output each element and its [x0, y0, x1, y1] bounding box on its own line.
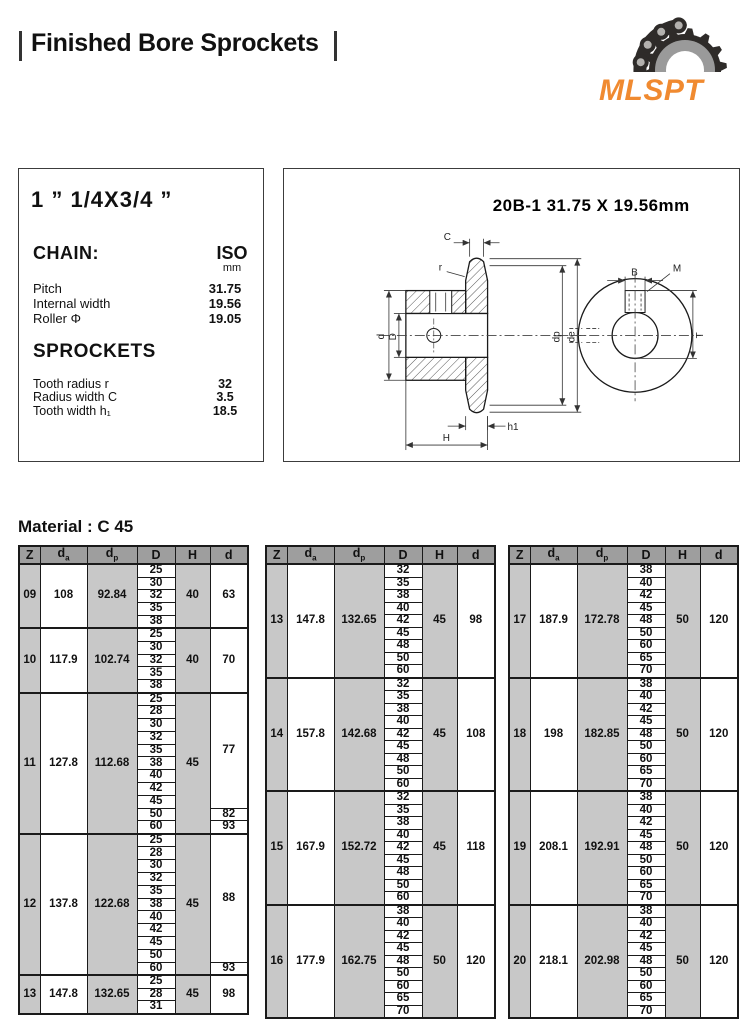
- table-cell: 38: [384, 590, 422, 603]
- column-header: H: [422, 546, 457, 564]
- table-cell: 70: [384, 1005, 422, 1018]
- table-cell: 40: [627, 918, 665, 931]
- table-cell: 45: [137, 937, 175, 950]
- table-cell: 147.8: [40, 975, 87, 1014]
- table-row: [266, 678, 495, 691]
- spec-label: Roller Φ: [33, 311, 81, 326]
- table-cell: 38: [627, 791, 665, 804]
- table-cell: 19: [509, 791, 530, 905]
- table-cell: 42: [384, 842, 422, 855]
- dim-de-label: de: [566, 331, 578, 343]
- table-row: [19, 975, 248, 988]
- table-cell: 132.65: [334, 564, 384, 678]
- dim-H-label: H: [442, 433, 450, 445]
- table-cell: 32: [384, 564, 422, 577]
- chain-heading: CHAIN:: [33, 243, 99, 263]
- table-cell: 77: [210, 693, 248, 808]
- unit-sub-label: mm: [222, 262, 242, 274]
- header-row: [266, 546, 495, 564]
- table-mount-3: [508, 545, 739, 1019]
- table-cell: 31: [137, 1001, 175, 1014]
- table-cell: 42: [384, 615, 422, 628]
- table-cell: 48: [627, 615, 665, 628]
- table-cell: 42: [384, 930, 422, 943]
- spec-value: 3.5: [216, 390, 234, 405]
- table-cell: 38: [137, 680, 175, 693]
- table-row: [266, 905, 495, 918]
- sprockets-heading: SPROCKETS: [33, 341, 156, 362]
- table-cell: 40: [384, 918, 422, 931]
- column-header: d: [700, 546, 738, 564]
- header-row: [509, 546, 738, 564]
- table-cell: 28: [137, 988, 175, 1001]
- table-cell: 32: [137, 590, 175, 603]
- table-row: [266, 564, 495, 577]
- table-cell: 42: [384, 728, 422, 741]
- spec-value: 31.75: [208, 281, 242, 296]
- table-cell: 108: [40, 564, 87, 628]
- spec-panel: [18, 168, 264, 462]
- table-cell: 45: [627, 943, 665, 956]
- table-cell: 157.8: [287, 678, 334, 792]
- table-cell: 60: [627, 753, 665, 766]
- table-cell: 120: [700, 905, 738, 1019]
- table-cell: 60: [137, 962, 175, 975]
- table-cell: 25: [137, 693, 175, 706]
- table-cell: 25: [137, 628, 175, 641]
- table-cell: 15: [266, 791, 287, 905]
- table-cell: 182.85: [577, 678, 627, 792]
- dim-d-label: d: [375, 333, 387, 340]
- table-cell: 45: [422, 791, 457, 905]
- table-cell: 192.91: [577, 791, 627, 905]
- column-header: $d_a$: [287, 546, 334, 564]
- table-cell: 45: [175, 975, 210, 1014]
- table-cell: 50: [665, 678, 700, 792]
- sprocket-table-z17-20: [508, 545, 739, 1019]
- drawing-panel: [283, 168, 740, 462]
- table-cell: 38: [137, 615, 175, 628]
- table-cell: 17: [509, 564, 530, 678]
- table-row: [19, 693, 248, 706]
- table-cell: 38: [384, 905, 422, 918]
- spec-row: [33, 391, 253, 405]
- table-row: [509, 905, 738, 918]
- table-cell: 35: [137, 667, 175, 680]
- table-cell: 45: [175, 693, 210, 834]
- column-header: D: [384, 546, 422, 564]
- dim-h1-label: h1: [507, 422, 519, 434]
- spec-value: 19.05: [208, 311, 242, 326]
- table-cell: 202.98: [577, 905, 627, 1019]
- table-cell: 88: [210, 834, 248, 962]
- spec-row: [33, 296, 253, 311]
- table-cell: 48: [384, 753, 422, 766]
- table-cell: 42: [137, 924, 175, 937]
- table-cell: 35: [384, 691, 422, 704]
- table-cell: 70: [210, 628, 248, 692]
- table-cell: 20: [509, 905, 530, 1019]
- column-header: Z: [266, 546, 287, 564]
- table-cell: 35: [384, 804, 422, 817]
- table-cell: 25: [137, 975, 175, 988]
- table-cell: 38: [137, 757, 175, 770]
- table-cell: 50: [422, 905, 457, 1019]
- sprocket-technical-drawing: [284, 169, 738, 460]
- table-cell: 60: [137, 821, 175, 834]
- table-cell: 120: [700, 564, 738, 678]
- table-cell: 48: [627, 842, 665, 855]
- table-cell: 147.8: [287, 564, 334, 678]
- table-cell: 60: [384, 778, 422, 791]
- table-cell: 40: [627, 577, 665, 590]
- table-cell: 120: [700, 678, 738, 792]
- dim-T-label: T: [694, 332, 706, 339]
- table-cell: 38: [627, 678, 665, 691]
- column-header: D: [137, 546, 175, 564]
- table-cell: 13: [266, 564, 287, 678]
- spec-label: Pitch: [33, 281, 62, 296]
- table-cell: 30: [137, 719, 175, 732]
- table-row: [509, 564, 738, 577]
- table-cell: 38: [384, 817, 422, 830]
- dim-r-label: r: [438, 262, 443, 274]
- table-cell: 60: [384, 980, 422, 993]
- table-row: [509, 791, 738, 804]
- table-cell: 42: [627, 817, 665, 830]
- table-cell: 35: [137, 885, 175, 898]
- table-cell: 45: [627, 716, 665, 729]
- table-cell: 35: [137, 603, 175, 616]
- table-cell: 32: [384, 791, 422, 804]
- size-title: 1 ” 1/4X3/4 ”: [31, 187, 173, 212]
- table-cell: 50: [627, 854, 665, 867]
- table-cell: 92.84: [87, 564, 137, 628]
- table-cell: 218.1: [530, 905, 577, 1019]
- table-cell: 42: [137, 783, 175, 796]
- drawing-title: 20B-1 31.75 X 19.56mm: [492, 195, 690, 215]
- unit-block: [203, 243, 261, 274]
- table-cell: 122.68: [87, 834, 137, 975]
- unit-label: ISO: [216, 243, 248, 263]
- dim-dp-label: dp: [551, 331, 563, 343]
- table-cell: 35: [384, 577, 422, 590]
- table-cell: 48: [627, 955, 665, 968]
- spec-row: [33, 377, 253, 391]
- table-cell: 09: [19, 564, 40, 628]
- table-cell: 25: [137, 564, 175, 577]
- table-cell: 208.1: [530, 791, 577, 905]
- dim-C-label: C: [443, 231, 451, 243]
- table-cell: 32: [137, 873, 175, 886]
- table-cell: 50: [665, 791, 700, 905]
- table-cell: 30: [137, 860, 175, 873]
- table-cell: 48: [384, 955, 422, 968]
- company-logo: [593, 14, 741, 106]
- table-cell: 25: [137, 834, 175, 847]
- table-mount-1: [18, 545, 249, 1015]
- table-cell: 42: [627, 590, 665, 603]
- spec-label: Tooth radius r: [33, 376, 109, 391]
- table-cell: 40: [384, 829, 422, 842]
- table-cell: 70: [627, 665, 665, 678]
- column-header: $d_a$: [530, 546, 577, 564]
- column-header: $d_a$: [40, 546, 87, 564]
- column-header: H: [665, 546, 700, 564]
- spec-row: [33, 311, 253, 326]
- table-cell: 120: [700, 791, 738, 905]
- table-row: [19, 628, 248, 641]
- column-header: $d_p$: [87, 546, 137, 564]
- table-cell: 50: [627, 741, 665, 754]
- table-mount-2: [265, 545, 496, 1019]
- table-cell: 167.9: [287, 791, 334, 905]
- spec-label: Tooth width h₁: [33, 403, 111, 418]
- table-cell: 65: [627, 766, 665, 779]
- table-cell: 98: [210, 975, 248, 1014]
- table-cell: 38: [137, 898, 175, 911]
- table-cell: 45: [384, 854, 422, 867]
- table-cell: 11: [19, 693, 40, 834]
- table-cell: 117.9: [40, 628, 87, 692]
- logo-text: MLSPT: [599, 74, 704, 106]
- column-header: H: [175, 546, 210, 564]
- table-cell: 142.68: [334, 678, 384, 792]
- table-cell: 32: [137, 731, 175, 744]
- table-cell: 42: [627, 930, 665, 943]
- table-cell: 60: [627, 867, 665, 880]
- column-header: d: [457, 546, 495, 564]
- table-cell: 40: [175, 628, 210, 692]
- table-cell: 48: [384, 867, 422, 880]
- sprocket-table-z13-16: [265, 545, 496, 1019]
- table-cell: 50: [384, 766, 422, 779]
- table-cell: 152.72: [334, 791, 384, 905]
- table-cell: 60: [627, 640, 665, 653]
- table-cell: 70: [627, 892, 665, 905]
- title-left-bar: [19, 31, 22, 61]
- table-cell: 108: [457, 678, 495, 792]
- table-cell: 102.74: [87, 628, 137, 692]
- table-cell: 40: [384, 716, 422, 729]
- chain-specs: [33, 281, 253, 326]
- column-header: D: [627, 546, 665, 564]
- table-row: [509, 678, 738, 691]
- page-title: Finished Bore Sprockets: [31, 29, 319, 57]
- table-cell: 65: [384, 993, 422, 1006]
- chain-heading-row: [33, 243, 251, 274]
- table-cell: 40: [175, 564, 210, 628]
- table-cell: 35: [137, 744, 175, 757]
- column-header: $d_p$: [334, 546, 384, 564]
- table-cell: 40: [137, 911, 175, 924]
- table-cell: 93: [210, 962, 248, 975]
- header-row: [19, 546, 248, 564]
- table-cell: 60: [384, 665, 422, 678]
- spec-label: Radius width C: [33, 390, 118, 405]
- table-cell: 82: [210, 808, 248, 821]
- table-cell: 50: [627, 627, 665, 640]
- table-cell: 112.68: [87, 693, 137, 834]
- table-cell: 50: [137, 808, 175, 821]
- table-cell: 48: [384, 640, 422, 653]
- dim-D-label: D: [387, 333, 399, 341]
- spec-value: 18.5: [212, 403, 238, 418]
- table-cell: 93: [210, 821, 248, 834]
- table-row: [19, 834, 248, 847]
- spec-label: Internal width: [33, 296, 111, 311]
- table-cell: 50: [137, 949, 175, 962]
- table-cell: 32: [384, 678, 422, 691]
- table-cell: 177.9: [287, 905, 334, 1019]
- table-cell: 70: [627, 1005, 665, 1018]
- table-cell: 38: [627, 564, 665, 577]
- table-cell: 30: [137, 641, 175, 654]
- table-cell: 28: [137, 706, 175, 719]
- table-cell: 63: [210, 564, 248, 628]
- table-cell: 45: [627, 602, 665, 615]
- table-cell: 48: [627, 728, 665, 741]
- table-cell: 70: [627, 778, 665, 791]
- table-cell: 28: [137, 847, 175, 860]
- table-cell: 50: [384, 879, 422, 892]
- spec-row: [33, 281, 253, 296]
- table-cell: 42: [627, 703, 665, 716]
- material-label: Material : C 45: [18, 517, 134, 536]
- table-cell: 60: [627, 980, 665, 993]
- table-cell: 98: [457, 564, 495, 678]
- table-cell: 45: [137, 795, 175, 808]
- table-cell: 120: [457, 905, 495, 1019]
- table-cell: 14: [266, 678, 287, 792]
- table-cell: 50: [627, 968, 665, 981]
- table-cell: 50: [384, 968, 422, 981]
- column-header: Z: [509, 546, 530, 564]
- table-cell: 45: [422, 678, 457, 792]
- table-cell: 118: [457, 791, 495, 905]
- table-cell: 16: [266, 905, 287, 1019]
- dim-B-label: B: [631, 267, 638, 279]
- table-cell: 65: [627, 652, 665, 665]
- table-cell: 45: [422, 564, 457, 678]
- table-cell: 45: [384, 627, 422, 640]
- spec-value: 32: [218, 376, 232, 391]
- sprocket-table-z09-13: [18, 545, 249, 1015]
- table-cell: 132.65: [87, 975, 137, 1014]
- table-cell: 45: [175, 834, 210, 975]
- table-cell: 40: [384, 602, 422, 615]
- table-cell: 45: [384, 741, 422, 754]
- table-cell: 172.78: [577, 564, 627, 678]
- table-cell: 198: [530, 678, 577, 792]
- table-cell: 18: [509, 678, 530, 792]
- table-cell: 12: [19, 834, 40, 975]
- table-cell: 162.75: [334, 905, 384, 1019]
- spec-value: 19.56: [208, 296, 242, 311]
- sprocket-specs: [33, 377, 253, 418]
- column-header: $d_p$: [577, 546, 627, 564]
- spec-row: [33, 404, 253, 418]
- table-cell: 40: [627, 691, 665, 704]
- table-cell: 50: [665, 905, 700, 1019]
- column-header: d: [210, 546, 248, 564]
- table-cell: 45: [384, 943, 422, 956]
- table-row: [19, 564, 248, 577]
- table-cell: 38: [627, 905, 665, 918]
- column-header: Z: [19, 546, 40, 564]
- table-cell: 187.9: [530, 564, 577, 678]
- table-cell: 65: [627, 879, 665, 892]
- dim-M-label: M: [672, 263, 682, 275]
- table-cell: 30: [137, 577, 175, 590]
- table-cell: 38: [384, 703, 422, 716]
- table-cell: 137.8: [40, 834, 87, 975]
- table-cell: 45: [627, 829, 665, 842]
- table-cell: 40: [627, 804, 665, 817]
- table-cell: 40: [137, 770, 175, 783]
- table-cell: 127.8: [40, 693, 87, 834]
- table-cell: 50: [665, 564, 700, 678]
- table-cell: 32: [137, 654, 175, 667]
- table-cell: 60: [384, 892, 422, 905]
- table-cell: 10: [19, 628, 40, 692]
- title-right-bar: [334, 31, 337, 61]
- table-cell: 65: [627, 993, 665, 1006]
- table-cell: 13: [19, 975, 40, 1014]
- table-row: [266, 791, 495, 804]
- table-cell: 50: [384, 652, 422, 665]
